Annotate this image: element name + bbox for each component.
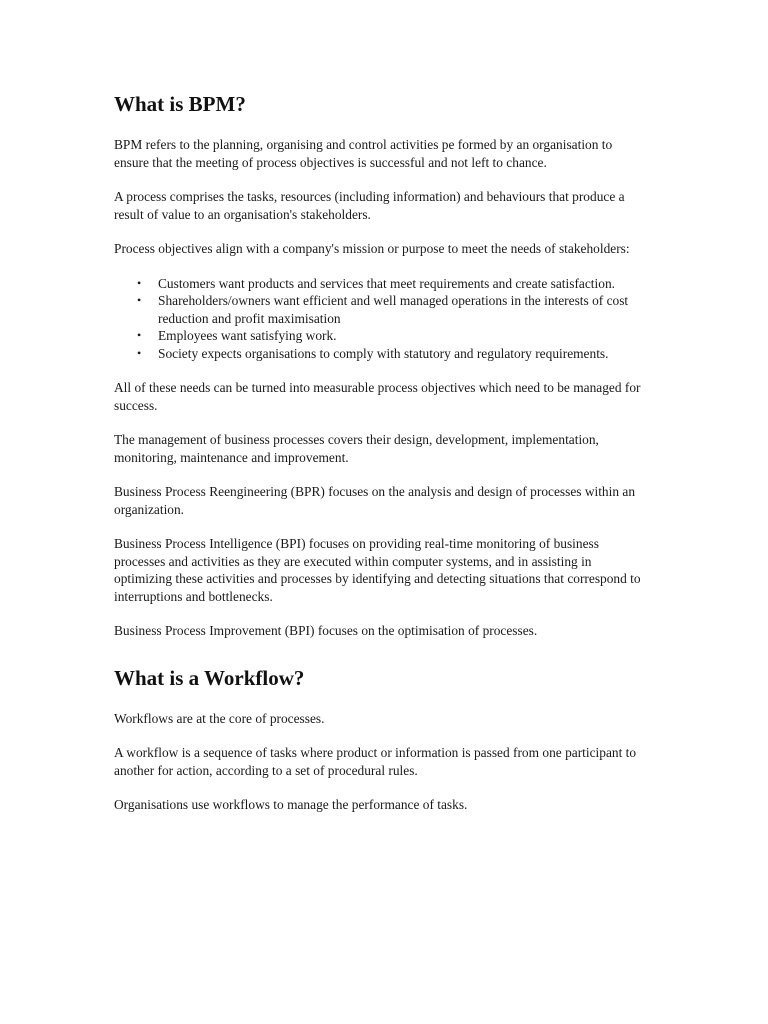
paragraph-workflow-usage: Organisations use workflows to manage the performance of tasks. [114, 797, 468, 812]
list-item [137, 327, 648, 345]
paragraph-bpi-intelligence: Business Process Intelligence (BPI) focuses on providing real-time monitoring of business processes and activities as they are executed within computer systems, and in assisting in optimizing these activities and processes by identifying and detecting situations that correspond to interruptions and bottlenecks. [114, 536, 641, 604]
paragraph-bpr: Business Process Reengineering (BPR) focuses on the analysis and design of processes within an organization. [114, 484, 636, 517]
paragraph-process-objectives: Process objectives align with a company's mission or purpose to meet the needs of stakeholders: [114, 241, 630, 256]
paragraph-measurable-objectives: All of these needs can be turned into measurable process objectives which need to be managed for success. [114, 380, 641, 413]
paragraph-management-scope: The management of business processes covers their design, development, implementation, monitoring, maintenance and improvement. [114, 432, 599, 465]
list-item-text: Customers want products and services that meet requirements and create satisfaction. [158, 275, 615, 291]
paragraph-process-definition: A process comprises the tasks, resources (including information) and behaviours that produce a result of value to an organisation's stakeholders. [114, 189, 625, 222]
bullet-icon: • [137, 275, 142, 290]
paragraph-bpm-definition: BPM refers to the planning, organising and control activities pe formed by an organisation to ensure that the meeting of process objectives is successful and not left to chance. [114, 137, 613, 170]
paragraph-workflow-definition: A workflow is a sequence of tasks where product or information is passed from one participant to another for action, according to a set of procedural rules. [114, 745, 637, 778]
section-heading-workflow: What is a Workflow? [114, 665, 305, 690]
paragraph-bpi-improvement: Business Process Improvement (BPI) focuses on the optimisation of processes. [114, 623, 538, 638]
bullet-icon: • [137, 293, 142, 307]
list-item-text: Employees want satisfying work. [158, 328, 337, 343]
bullet-icon: • [137, 328, 142, 342]
section-heading-bpm: What is BPM? [114, 92, 246, 116]
list-item-text: Society expects organisations to comply with statutory and regulatory requirements. [158, 345, 609, 361]
bullet-icon: • [137, 345, 142, 360]
list-item [137, 275, 648, 293]
list-item-text: Shareholders/owners want efficient and well managed operations in the interests of cost reduction and profit maximisation [158, 293, 629, 326]
paragraph-workflow-core: Workflows are at the core of processes. [114, 710, 325, 726]
list-item [137, 292, 648, 327]
list-item [137, 345, 648, 363]
stakeholder-list [114, 275, 648, 363]
